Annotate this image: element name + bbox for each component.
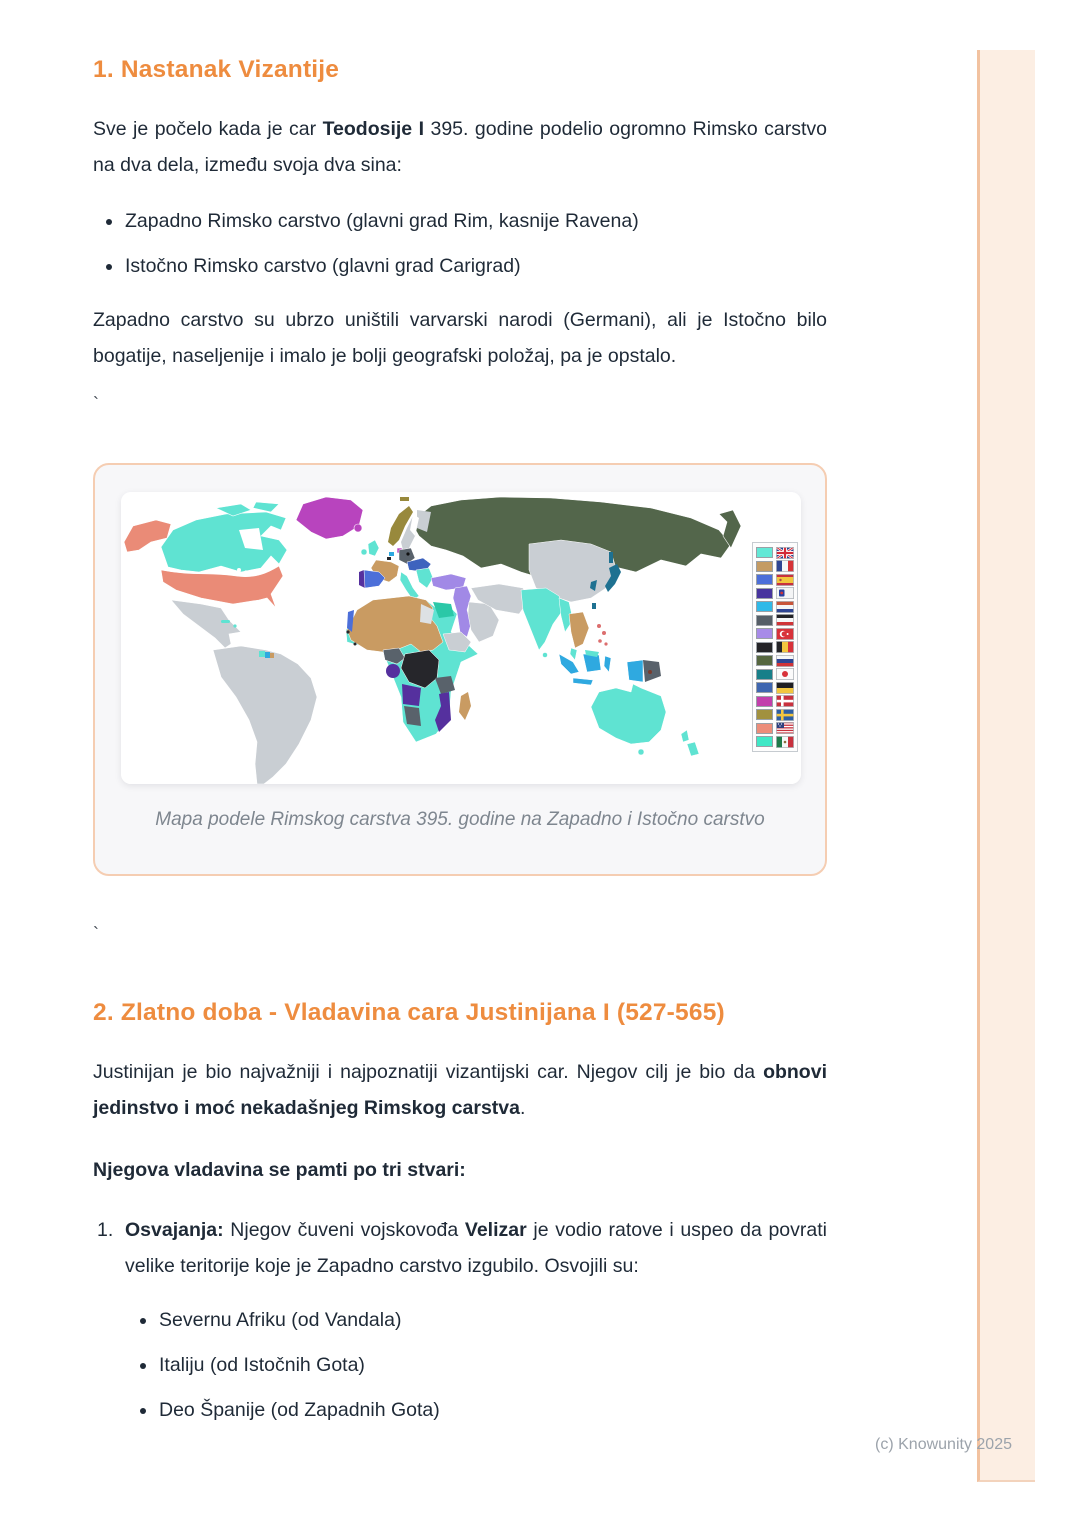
- legend-row: [756, 588, 794, 599]
- map-legend: [752, 542, 798, 752]
- berlin-dot: [406, 552, 409, 555]
- stray-backtick-mark: `: [93, 924, 99, 944]
- section-1-intro-paragraph: [93, 111, 827, 183]
- item-text: [125, 1212, 827, 1284]
- map-caption: Mapa podele Rimskog carstva 395. godine na Zapadno i Istočno carstvo: [155, 809, 765, 830]
- empire-list: [93, 203, 827, 284]
- legend-color-swatch: [756, 615, 773, 626]
- justinian-text: Justinijan je bio najvažniji i najpoznatiji vizantijski car. Njegov cilj je bio da: [93, 1061, 764, 1083]
- flag-usa-icon: [776, 722, 794, 734]
- legend-color-swatch: [756, 709, 773, 720]
- section-1-heading: 1. Nastanak Vizantije: [93, 56, 340, 83]
- conquest-list-item: • Italiju (od Istočnih Gota): [158, 1347, 827, 1383]
- new-guinea-dot: [648, 670, 652, 674]
- legend-row: [756, 682, 794, 693]
- goal-bold: obnovi jedinstvo i moć nekadašnjeg Rimskog carstva: [93, 1061, 827, 1119]
- flag-denmark-icon: [776, 695, 794, 707]
- legend-color-swatch: [756, 723, 773, 734]
- legend-row: [756, 574, 794, 585]
- legend-color-swatch: [756, 696, 773, 707]
- legend-color-swatch: [756, 669, 773, 680]
- legend-row: [756, 723, 794, 734]
- period: .: [520, 1097, 526, 1119]
- legend-row: [756, 709, 794, 720]
- section-2-intro-paragraph: [93, 1054, 827, 1126]
- flag-france-icon: [776, 560, 794, 572]
- world-map-image[interactable]: [121, 492, 801, 784]
- stray-backtick-mark: `: [93, 394, 99, 414]
- flag-german-empire-icon: [776, 614, 794, 626]
- conquest-list-item: • Deo Španije (od Zapadnih Gota): [158, 1392, 827, 1428]
- map-figure-card: [93, 463, 827, 876]
- legend-color-swatch: [756, 561, 773, 572]
- legend-row: [756, 561, 794, 572]
- legend-color-swatch: [756, 547, 773, 558]
- world-map-graphic: [121, 492, 801, 784]
- legend-color-swatch: [756, 655, 773, 666]
- flag-mexico-icon: [776, 736, 794, 748]
- legend-row: [756, 615, 794, 626]
- legend-color-swatch: [756, 601, 773, 612]
- list-intro-line: Njegova vladavina se pamti po tri stvari:: [93, 1159, 466, 1181]
- empire-list-item: • Zapadno Rimsko carstvo (glavni grad Rim, kasnije Ravena): [124, 203, 827, 239]
- legend-row: [756, 669, 794, 680]
- legend-row: [756, 601, 794, 612]
- legend-color-swatch: [756, 736, 773, 747]
- item-text-mid: Njegov čuveni vojskovođa: [223, 1219, 465, 1241]
- legend-row: [756, 642, 794, 653]
- numbered-item-1: [93, 1212, 827, 1284]
- emperor-name-bold: Teodosije I: [322, 118, 425, 140]
- legend-color-swatch: [756, 588, 773, 599]
- black-sea: [440, 565, 462, 575]
- right-margin-stripe: [977, 50, 1035, 1482]
- osvajanja-bold: Osvajanja:: [125, 1219, 224, 1241]
- legend-color-swatch: [756, 628, 773, 639]
- legend-row: [756, 655, 794, 666]
- map-region-belgium: [387, 557, 391, 560]
- document-page: [93, 0, 827, 1437]
- flag-japan-icon: [776, 668, 794, 680]
- copyright-footer: (c) Knowunity 2025: [875, 1436, 1012, 1453]
- intro-text: Sve je počelo kada je car: [93, 118, 323, 140]
- conquest-list: [93, 1302, 827, 1428]
- section-1-outcome-paragraph: Zapadno carstvo su ubrzo uništili varvarski narodi (Germani), ali je Istočno bilo bogatije, naseljenije i imalo je bolji geografski položaj, pa je opstalo.: [93, 309, 827, 367]
- flag-portugal-icon: [776, 587, 794, 599]
- legend-row: [756, 696, 794, 707]
- flag-spain-icon: [776, 574, 794, 586]
- velizar-bold: Velizar: [464, 1219, 527, 1241]
- flag-austria-hungary-icon: [776, 682, 794, 694]
- item-text-post: je vodio ratove i uspeo da povrati velike teritorije koje je Zapadno carstvo izgubilo. Osvojili su:: [125, 1219, 827, 1277]
- conquest-list-item: • Severnu Afriku (od Vandala): [158, 1302, 827, 1338]
- flag-netherlands-icon: [776, 601, 794, 613]
- legend-row: [756, 736, 794, 747]
- legend-color-swatch: [756, 682, 773, 693]
- flag-uk-icon: [776, 547, 794, 559]
- empire-list-item: • Istočno Rimsko carstvo (glavni grad Carigrad): [124, 248, 827, 284]
- section-2-heading: 2. Zlatno doba - Vladavina cara Justinijana I (527-565): [93, 999, 725, 1026]
- legend-row: [756, 628, 794, 639]
- flag-sweden-icon: [776, 709, 794, 721]
- legend-color-swatch: [756, 574, 773, 585]
- flag-belgium-icon: [776, 641, 794, 653]
- flag-ottoman-turkey-icon: [776, 628, 794, 640]
- legend-row: [756, 547, 794, 558]
- intro-text-continued: 395. godine podelio ogromno Rimsko carstvo na dva dela, između svoja dva sina:: [93, 118, 827, 176]
- map-region-netherlands: [389, 552, 394, 556]
- legend-color-swatch: [756, 642, 773, 653]
- item-number: 1.: [97, 1219, 114, 1241]
- flag-russia-icon: [776, 655, 794, 667]
